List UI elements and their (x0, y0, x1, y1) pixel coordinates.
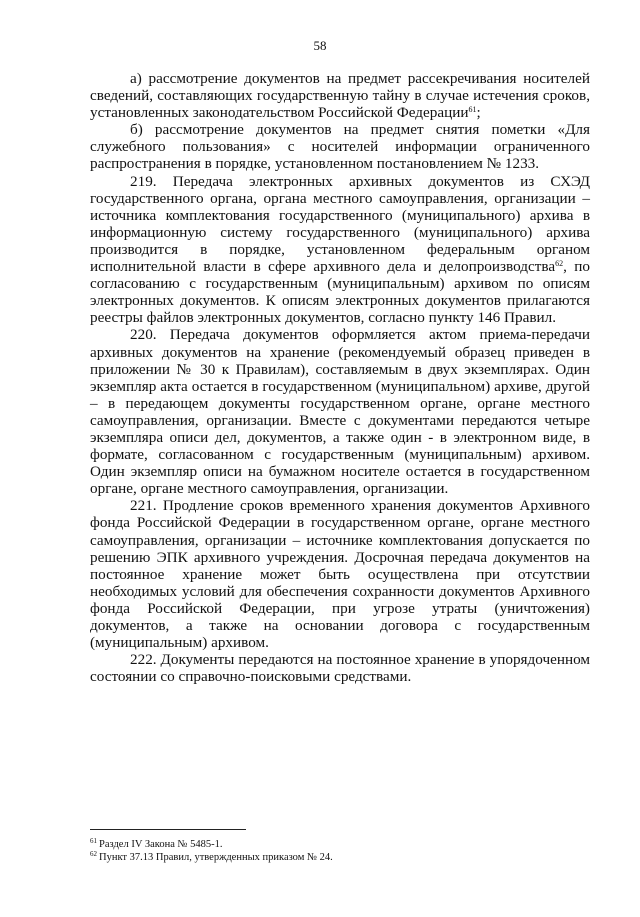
footnote-number: 62 (90, 850, 97, 858)
footnote-61 (90, 838, 590, 851)
paragraph-a (90, 70, 590, 121)
footnote-text: Пункт 37.13 Правил, утвержденных приказом № 24. (99, 852, 333, 863)
footnote-62 (90, 851, 590, 864)
paragraph-b (90, 121, 590, 172)
paragraph-text: 221. Продление сроков временного хранения документов Архивного фонда Российской Федерации в государственном органе, органе местного самоуправления, организации – источнике комплектования допускается по решению ЭПК архивного учреждения. Досрочная передача документов на постоянное хранение может быть осуществлена при отсутствии необходимых условий для обеспечения сохранности документов Архивного фонда Российской Федерации, при угрозе утраты (уничтожения) документов, а также на основании договора с государственным (муниципальным) архивом. (90, 497, 590, 652)
paragraph-220 (90, 326, 590, 497)
paragraph-222 (90, 651, 590, 685)
paragraph-221 (90, 497, 590, 651)
footnote-reference: 62 (555, 259, 564, 269)
footnote-reference: 61 (468, 105, 477, 115)
paragraph-219 (90, 173, 590, 327)
footnotes (90, 838, 590, 864)
paragraph-text: 222. Документы передаются на постоянное хранение в упорядоченном состоянии со справочно-поисковыми средствами. (90, 651, 590, 686)
paragraph-text: б) рассмотрение документов на предмет снятия пометки «Для служебного пользования» с носителей информации ограниченного распространения в порядке, установленном постановлением № 1233. (90, 121, 590, 173)
paragraph-text: 220. Передача документов оформляется актом приема-передачи архивных документов на хранение (рекомендуемый образец приведен в приложении № 30 к Правилам), составляемым в двух экземплярах. Один экземпляр акта остается в государственном (муниципальном) архиве, другой – в передающем документы государственном органе, органе местного самоуправления, организации. Вместе с документами передаются четыре экземпляра описи дел, документов, а также один - в электронном виде, в формате, согласованном с государственным (муниципальным) архивом. Один экземпляр описи на бумажном носителе остается в государственном органе, органе местного самоуправления, организации. (90, 326, 590, 498)
paragraph-text: а) рассмотрение документов на предмет рассекречивания носителей сведений, составляющих государственную тайну в случае истечения сроков, установленных законодательством Российской Федерации (90, 70, 590, 122)
paragraph-text: 219. Передача электронных архивных документов из СХЭД государственного органа, органа местного самоуправления, организации – источника комплектования государственного (муниципального) архива в информационную систему государственного (муниципального) архива производится в порядке, установленном федеральным органом исполнительной власти в сфере архивного дела и делопроизводства (90, 172, 590, 276)
footnote-number: 61 (90, 837, 97, 845)
footnote-separator (90, 829, 246, 830)
document-body (90, 70, 590, 685)
page-number: 58 (313, 38, 327, 53)
paragraph-text: , по согласованию с государственным (муниципальным) архивом по описям электронных документов. К описям электронных документов прилагаются реестры файлов электронных документов, согласно пункту 146 Правил. (90, 258, 590, 327)
paragraph-text: ; (476, 104, 481, 122)
footnote-text: Раздел IV Закона № 5485-1. (99, 839, 223, 850)
